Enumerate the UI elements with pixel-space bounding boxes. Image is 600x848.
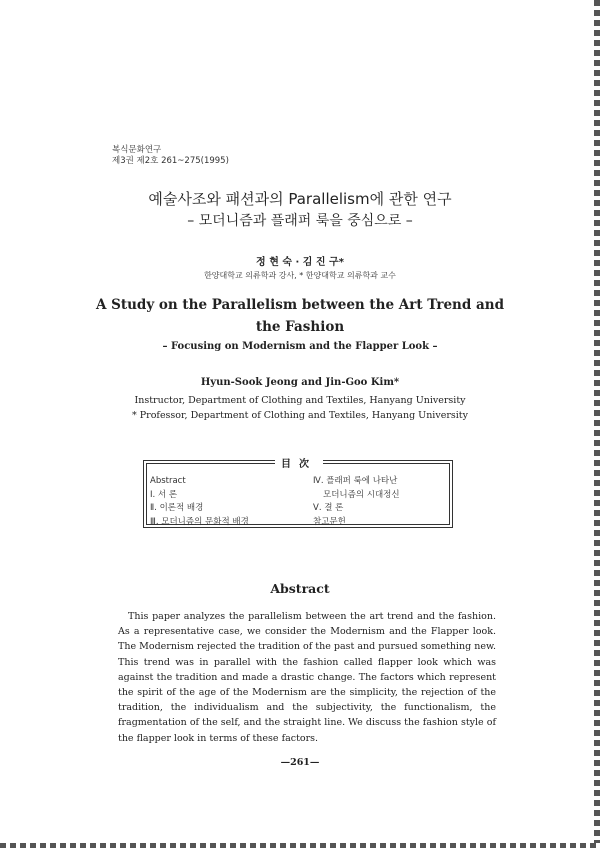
table-of-contents — [143, 460, 453, 528]
english-authors: Hyun-Sook Jeong and Jin-Goo Kim* — [200, 377, 400, 388]
korean-subtitle: – 모더니즘과 플래퍼 룩을 중심으로 – — [187, 213, 413, 229]
abstract-body — [118, 609, 496, 746]
journal-volume-info: 제3권 제2호 261~275(1995) — [112, 156, 229, 166]
korean-title: 예술사조와 패션과의 Parallelism에 관한 연구 — [148, 190, 452, 208]
korean-authors: 정 현 숙 · 김 진 구* — [256, 257, 344, 268]
korean-affiliation: 한양대학교 의류학과 강사, * 한양대학교 의류학과 교수 — [204, 271, 396, 280]
abstract-paragraph: This paper analyzes the parallelism between the art trend and the fashion. As a representative case, we consider the Modernism and the Flapper look. The Modernism rejected the tradition of the past and pursued something new. This trend was in parallel with the fashion called flapper look which was against the tradition and made a drastic change. The factors which represent the spirit of the age of the Modernism are the simplicity, the rejection of the tradition, the individualism and the subjectivity, the functionalism, the fragmentation of the self, and the straight line. We discuss the fashion style of the flapper look in terms of these factors. — [118, 611, 496, 744]
abstract-heading: Abstract — [270, 581, 330, 596]
toc-right-column — [313, 475, 400, 529]
english-title-line2: the Fashion — [255, 319, 345, 335]
toc-title: 目次 — [275, 455, 323, 470]
english-affiliation-line2: * Professor, Department of Clothing and Textiles, Hanyang University — [132, 410, 468, 421]
english-title-line1: A Study on the Parallelism between the Art Trend and — [95, 297, 505, 313]
toc-item: Ⅲ. 모더니즘의 문화적 배경 — [150, 516, 249, 527]
toc-item: 참고문헌 — [313, 516, 346, 527]
toc-item: Abstract — [150, 476, 186, 486]
toc-item: Ⅰ. 서 론 — [150, 489, 178, 500]
english-subtitle: – Focusing on Modernism and the Flapper Look – — [162, 341, 438, 352]
toc-item: Ⅴ. 결 론 — [313, 503, 344, 513]
page-edge-right — [594, 0, 600, 848]
journal-name: 복식문화연구 — [112, 145, 162, 155]
page-edge-bottom — [0, 843, 600, 848]
toc-item: Ⅳ. 플래퍼 룩에 나타난 — [313, 476, 398, 486]
journal-header — [112, 145, 229, 167]
english-title — [0, 294, 600, 338]
toc-item: Ⅱ. 이론적 배경 — [150, 503, 204, 513]
english-affiliation — [0, 393, 600, 423]
toc-left-column — [150, 475, 249, 529]
toc-item: 모더니즘의 시대정신 — [323, 489, 400, 500]
english-affiliation-line1: Instructor, Department of Clothing and Textiles, Hanyang University — [134, 395, 466, 406]
page-number: —261— — [280, 757, 320, 768]
toc-inner-frame — [146, 459, 450, 527]
